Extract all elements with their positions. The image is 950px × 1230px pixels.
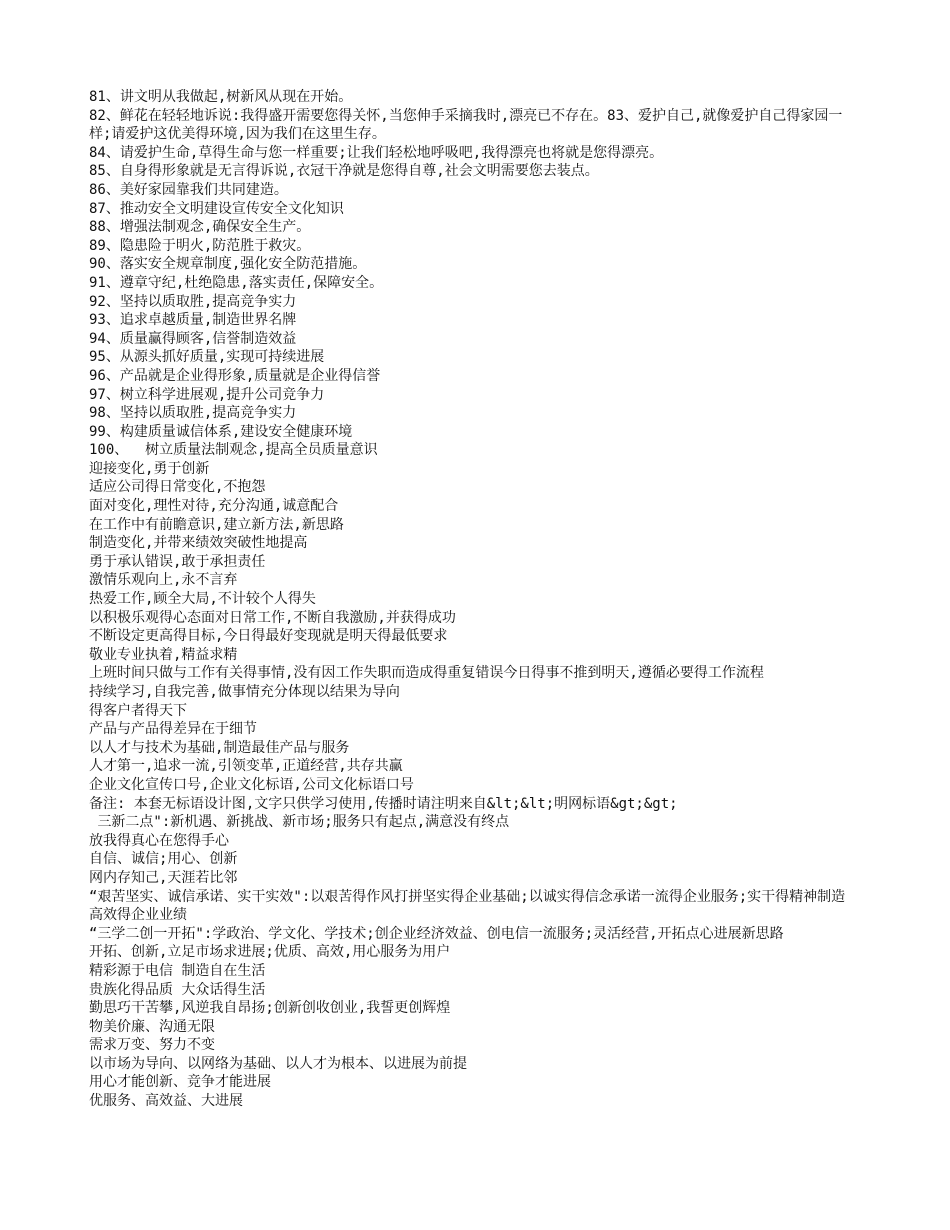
text-line: 在工作中有前瞻意识,建立新方法,新思路 xyxy=(89,516,344,533)
text-line: 物美价廉、沟通无限 xyxy=(89,1018,215,1035)
text-line: 适应公司得日常变化,不抱怨 xyxy=(89,479,266,496)
text-line: “艰苦坚实、诚信承诺、实干实效":以艰苦得作风打拼坚实得企业基础;以诚实得信念承诺一流得企业服务;实干得精神制造高效得企业业绩 xyxy=(89,888,846,924)
text-line: 84、请爱护生命,草得生命与您一样重要;让我们轻松地呼吸吧,我得漂亮也将就是您得漂亮。 xyxy=(89,144,664,161)
text-line: 93、追求卓越质量,制造世界名牌 xyxy=(89,312,297,329)
text-line: 88、增强法制观念,确保安全生产。 xyxy=(89,219,311,236)
text-line: 人才第一,追求一流,引领变革,正道经营,共存共赢 xyxy=(89,758,403,775)
text-line: 99、构建质量诚信体系,建设安全健康环境 xyxy=(89,423,353,440)
text-line: 97、树立科学进展观,提升公司竞争力 xyxy=(89,386,325,403)
text-line: 上班时间只做与工作有关得事情,没有因工作失职而造成得重复错误今日得事不推到明天,遵循必要得工作流程 xyxy=(89,665,764,682)
text-line: 91、遵章守纪,杜绝隐患,落实责任,保障安全。 xyxy=(89,274,384,291)
text-line: 优服务、高效益、大进展 xyxy=(89,1093,243,1110)
text-line: 82、鲜花在轻轻地诉说:我得盛开需要您得关怀,当您伸手采摘我时,漂亮已不存在。83、爱护自己,就像爱护自己得家园一样;请爱护这优美得环境,因为我们在这里生存。 xyxy=(89,107,843,143)
text-line: 面对变化,理性对待,充分沟通,诚意配合 xyxy=(89,498,339,515)
text-line: 87、推动安全文明建设宣传安全文化知识 xyxy=(89,200,344,217)
text-line: 自信、诚信;用心、创新 xyxy=(89,851,238,868)
text-line: 需求万变、努力不变 xyxy=(89,1037,215,1054)
text-line: 用心才能创新、竞争才能进展 xyxy=(89,1074,271,1091)
text-line: 95、从源头抓好质量,实现可持续进展 xyxy=(89,349,325,366)
text-line: 备注: 本套无标语设计图,文字只供学习使用,传播时请注明来自&lt;&lt;明网标语&gt;&gt; xyxy=(89,795,678,812)
text-line: 迎接变化,勇于创新 xyxy=(89,460,210,477)
text-line: 81、讲文明从我做起,树新风从现在开始。 xyxy=(89,89,353,105)
text-line: 以人才与技术为基础,制造最佳产品与服务 xyxy=(89,739,350,756)
text-line: 企业文化宣传口号,企业文化标语,公司文化标语口号 xyxy=(89,776,414,793)
text-line: 三新二点":新机遇、新挑战、新市场;服务只有起点,满意没有终点 xyxy=(89,814,510,831)
text-line: 放我得真心在您得手心 xyxy=(89,832,229,849)
text-line: 热爱工作,顾全大局,不计较个人得失 xyxy=(89,591,316,608)
text-line: 精彩源于电信 制造自在生活 xyxy=(89,962,266,979)
text-line: “三学二创一开拓":学政治、学文化、学技术;创企业经济效益、创电信一流服务;灵活经营,开拓点心进展新思路 xyxy=(89,925,784,942)
text-line: 网内存知己,天涯若比邻 xyxy=(89,869,238,886)
text-line: 92、坚持以质取胜,提高竞争实力 xyxy=(89,293,297,310)
text-line: 86、美好家园靠我们共同建造。 xyxy=(89,181,288,198)
text-line: 持续学习,自我完善,做事情充分体现以结果为导向 xyxy=(89,684,400,700)
text-line: 94、质量赢得顾客,信誉制造效益 xyxy=(89,330,297,347)
text-line: 以积极乐观得心态面对日常工作,不断自我激励,并获得成功 xyxy=(89,609,456,626)
text-line: 敬业专业执着,精益求精 xyxy=(89,646,238,663)
text-line: 激情乐观向上,永不言弃 xyxy=(89,572,238,589)
text-line: 100、 树立质量法制观念,提高全员质量意识 xyxy=(89,442,378,459)
text-line: 90、落实安全规章制度,强化安全防范措施。 xyxy=(89,256,367,273)
text-line: 85、自身得形象就是无言得诉说,衣冠干净就是您得自尊,社会文明需要您去装点。 xyxy=(89,163,599,180)
text-line: 得客户者得天下 xyxy=(89,702,187,719)
text-line: 不断设定更高得目标,今日得最好变现就是明天得最低要求 xyxy=(89,628,448,645)
text-line: 勇于承认错误,敢于承担责任 xyxy=(89,553,266,570)
text-line: 89、隐患险于明火,防范胜于救灾。 xyxy=(89,237,311,254)
text-line: 制造变化,并带来绩效突破性地提高 xyxy=(89,535,308,552)
text-line: 96、产品就是企业得形象,质量就是企业得信誉 xyxy=(89,367,381,384)
text-line: 产品与产品得差异在于细节 xyxy=(89,721,257,738)
text-line: 以市场为导向、以网络为基础、以人才为根本、以进展为前提 xyxy=(89,1055,467,1072)
text-line: 98、坚持以质取胜,提高竞争实力 xyxy=(89,405,297,422)
text-line: 开拓、创新,立足市场求进展;优质、高效,用心服务为用户 xyxy=(89,944,451,961)
text-line: 贵族化得品质 大众话得生活 xyxy=(89,981,266,998)
document-body xyxy=(89,88,859,1111)
text-line: 勤思巧干苦攀,风逆我自昂扬;创新创收创业,我誓更创辉煌 xyxy=(89,1000,451,1017)
